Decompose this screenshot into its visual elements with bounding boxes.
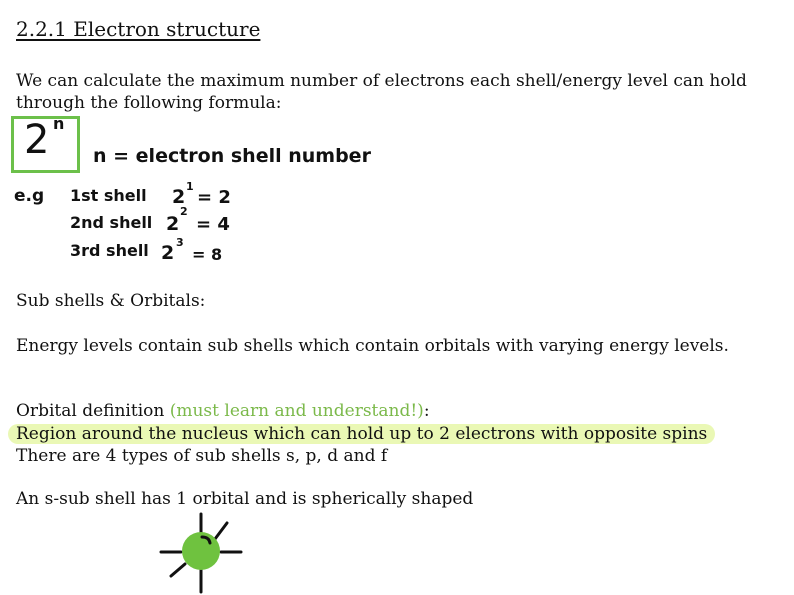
orbital-definition-note: (must learn and understand!) [169,401,424,421]
example-base-1: 2 [172,186,186,208]
example-result-3: = 8 [192,245,223,264]
example-result-1: = 2 [197,187,231,208]
subshells-heading: Sub shells & Orbitals: [16,291,206,311]
orbital-definition-label: Orbital definition [16,401,165,421]
example-shell-1: 1st shell [70,186,147,205]
subshell-types-text: There are 4 types of sub shells s, p, d and f [16,446,388,466]
example-result-2: = 4 [196,214,230,235]
examples-prefix: e.g [14,186,45,206]
example-exp-1: 1 [186,180,194,193]
example-shell-2: 2nd shell [70,213,153,232]
s-subshell-text: An s-sub shell has 1 orbital and is spherically shaped [16,489,474,509]
orbital-definition-heading [16,400,430,422]
example-shell-3: 3rd shell [70,241,149,260]
example-exp-3: 3 [176,236,184,249]
page-title: 2.2.1 Electron structure [16,17,261,41]
formula-exponent: n [53,114,65,133]
example-base-3: 2 [161,242,175,264]
intro-line-2: through the following formula: [16,93,282,113]
sphere-orbital-icon [155,510,250,595]
highlighted-definition: Region around the nucleus which can hold up to 2 electrons with opposite spins [8,424,715,444]
example-base-2: 2 [166,213,180,235]
orbital-definition-text [16,423,715,445]
intro-line-1: We can calculate the maximum number of electrons each shell/energy level can hold [16,71,747,91]
example-exp-2: 2 [180,205,188,218]
orbital-definition-colon: : [423,401,430,421]
formula-base: 2 [24,117,50,163]
formula-definition: n = electron shell number [93,145,371,167]
energy-levels-text: Energy levels contain sub shells which contain orbitals with varying energy levels. [16,336,729,356]
